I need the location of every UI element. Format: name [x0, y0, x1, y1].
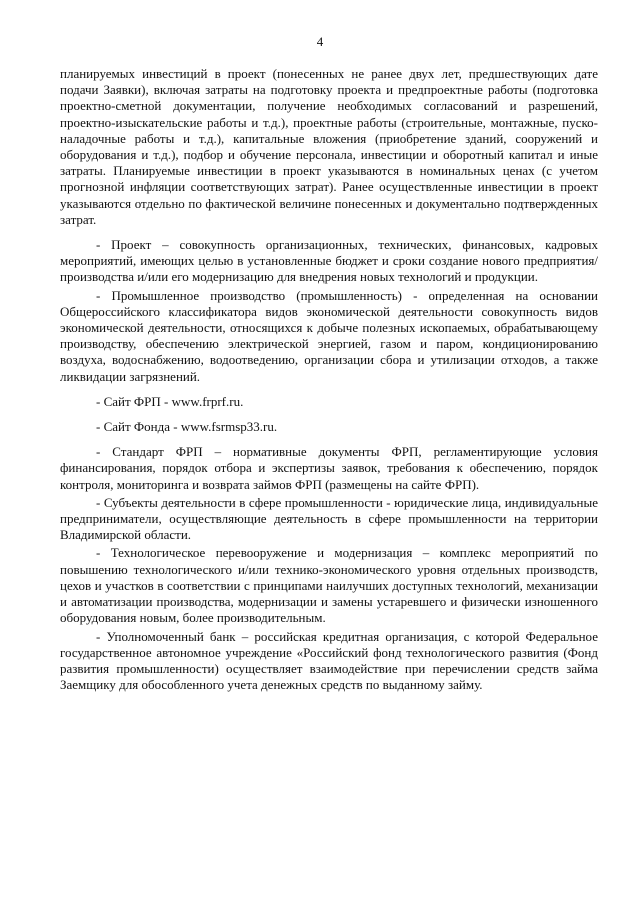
- paragraph-modernization-definition: - Технологическое перевооружение и модернизация – комплекс мероприятий по повышению технологического и/или технико-экономического уровня отдельных производств, цехов и участков в соответствии с принципами наилучших доступных технологий, механизации и автоматизации производства, модернизации и замены устаревшего и физически изношенного оборудования новым, более производительным.: [60, 545, 598, 626]
- paragraph-investments-continued: планируемых инвестиций в проект (понесенных не ранее двух лет, предшествующих дате подачи Заявки), включая затраты на подготовку проекта и предпроектные работы (подготовка проектно-сметной документации, получение необходимых согласований и разрешений, проектно-изыскательские работы и т.д.), проектные работы (строительные, монтажные, пуско-наладочные работы и т.д.), капитальные вложения (приобретение зданий, сооружений и оборудования и т.д.), подбор и обучение персонала, инвестиции и оборотный капитал и иные затраты. Планируемые инвестиции в проект указываются в номинальных ценах (с учетом прогнозной инфляции соответствующих затрат). Ранее осуществленные инвестиции в проект указываются отдельно по фактической величине понесенных и документально подтвержденных затрат.: [60, 66, 598, 227]
- paragraph-project-definition: - Проект – совокупность организационных, технических, финансовых, кадровых мероприятий, имеющих целью в установленные бюджет и сроки создание нового предприятия/производства и/или его модернизацию для внедрения новых технологий и продукции.: [60, 237, 598, 285]
- paragraph-industrial-production-definition: - Промышленное производство (промышленность) - определенная на основании Общероссийского классификатора видов экономической деятельности совокупность видов экономической деятельности, относящихся к добыче полезных ископаемых, обрабатывающему производству, обеспечению электрической энергией, газом и паром, кондиционированию воздуха, водоснабжению, водоотведению, организации сбора и утилизации отходов, а также ликвидации загрязнений.: [60, 287, 598, 384]
- page-number: 4: [316, 34, 324, 49]
- document-body: [60, 66, 598, 693]
- paragraph-frp-standard-definition: - Стандарт ФРП – нормативные документы ФРП, регламентирующие условия финансирования, порядок отбора и экспертизы заявок, требования к обеспечению, порядок контроля, мониторинга и возврата займов ФРП (размещены на сайте ФРП).: [60, 444, 598, 492]
- paragraph-fund-site: - Сайт Фонда - www.fsrmsp33.ru.: [96, 419, 278, 435]
- paragraph-frp-site: - Сайт ФРП - www.frprf.ru.: [96, 393, 244, 409]
- paragraph-industry-subjects-definition: - Субъекты деятельности в сфере промышленности - юридические лица, индивидуальные предприниматели, осуществляющие деятельность в сфере промышленности на территории Владимирской области.: [60, 494, 598, 543]
- paragraph-authorized-bank-definition: - Уполномоченный банк – российская кредитная организация, с которой Федеральное государственное автономное учреждение «Российский фонд технологического развития (Фонд развития промышленности) осуществляет взаимодействие при перечислении средств займа Заемщику для обособленного учета денежных средств по выданному займу.: [60, 628, 598, 693]
